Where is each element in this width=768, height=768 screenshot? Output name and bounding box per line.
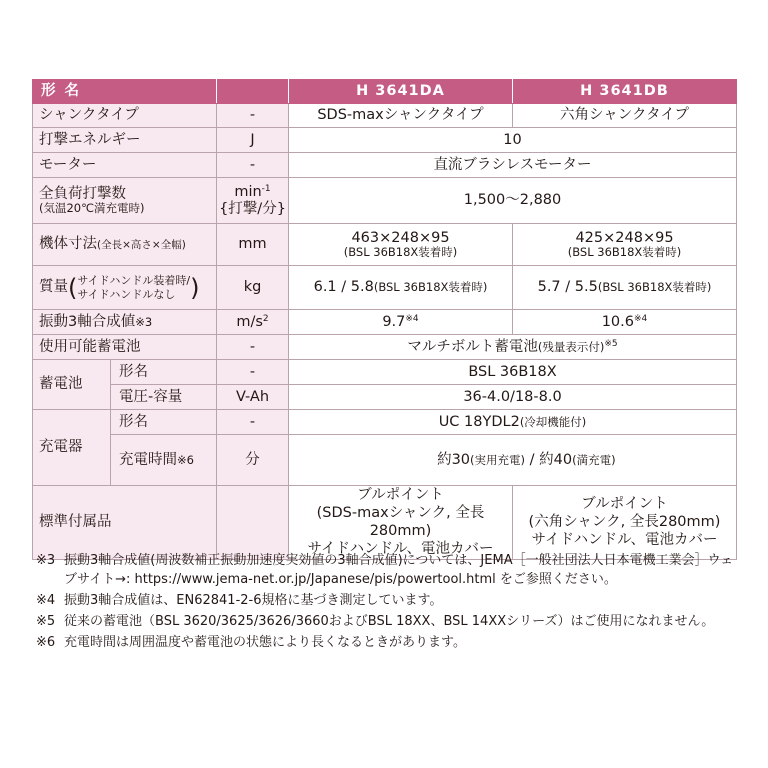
accessories-b-cell bbox=[513, 486, 737, 560]
header-row bbox=[33, 80, 737, 104]
charger-time-row bbox=[33, 435, 737, 486]
battery-usable-note: (残量表示付) bbox=[537, 339, 605, 354]
charger-model-note: (冷却機能付) bbox=[519, 414, 587, 429]
shank-a: SDS-maxシャンクタイプ bbox=[289, 104, 513, 128]
footnote-5-text: 従来の蓄電池（BSL 3620/3625/3626/3660およびBSL 18XX、BSL 14XXシリーズ）はご使用になれません。 bbox=[64, 614, 715, 629]
charger-model-unit: - bbox=[217, 410, 289, 435]
charger-time-unit: 分 bbox=[217, 435, 289, 486]
charger-time-label-cell bbox=[111, 435, 217, 486]
battery-model-row bbox=[33, 360, 737, 385]
size-label: 機体寸法 bbox=[39, 236, 97, 253]
size-label-cell bbox=[33, 224, 217, 266]
impact-row bbox=[33, 178, 737, 224]
energy-unit: J bbox=[217, 128, 289, 153]
impact-unit-sup: -1 bbox=[261, 183, 271, 194]
accessories-a-cell bbox=[289, 486, 513, 560]
mass-note-2: サイドハンドルなし bbox=[77, 287, 176, 301]
mass-unit: kg bbox=[217, 266, 289, 310]
footnote-6-mark: ※6 bbox=[36, 635, 56, 650]
mass-a-cell bbox=[289, 266, 513, 310]
mass-a: 6.1 / 5.8 bbox=[313, 279, 374, 296]
accessories-row bbox=[33, 486, 737, 560]
footnote-6 bbox=[36, 633, 736, 652]
charger-time-ref: ※6 bbox=[177, 452, 194, 467]
shank-unit: - bbox=[217, 104, 289, 128]
vibration-a: 9.7 bbox=[382, 313, 406, 330]
size-unit: mm bbox=[217, 224, 289, 266]
energy-label: 打撃エネルギー bbox=[33, 128, 217, 153]
battery-usable-label: 使用可能蓄電池 bbox=[33, 335, 217, 360]
charger-model-label: 形名 bbox=[111, 410, 217, 435]
spec-table bbox=[32, 79, 737, 560]
size-b-note: (BSL 36B18X装着時) bbox=[567, 245, 682, 260]
mass-b-cell bbox=[513, 266, 737, 310]
accessories-a-2: (SDS-maxシャンク, 全長280mm) bbox=[316, 505, 485, 540]
impact-value: 1,500～2,880 bbox=[289, 178, 737, 224]
vibration-label: 振動3軸合成値 bbox=[39, 313, 136, 330]
accessories-b-3: サイドハンドル、電池カバー bbox=[531, 532, 718, 549]
model-b-header: H 3641DB bbox=[513, 80, 737, 104]
vibration-label-cell bbox=[33, 310, 217, 335]
shank-label: シャンクタイプ bbox=[33, 104, 217, 128]
footnote-4-text: 振動3軸合成値は、EN62841-2-6規格に基づき測定しています。 bbox=[64, 593, 443, 608]
vibration-row bbox=[33, 310, 737, 335]
footnotes bbox=[36, 551, 736, 654]
battery-model-value: BSL 36B18X bbox=[289, 360, 737, 385]
battery-usable-unit: - bbox=[217, 335, 289, 360]
battery-volt-unit: V-Ah bbox=[217, 385, 289, 410]
footnote-4 bbox=[36, 591, 736, 610]
accessories-b-2: (六角シャンク, 全長280mm) bbox=[528, 514, 721, 531]
mass-row bbox=[33, 266, 737, 310]
charger-label: 充電器 bbox=[33, 410, 111, 486]
mass-note-1: サイドハンドル装着時/ bbox=[77, 274, 191, 288]
charger-model-cell bbox=[289, 410, 737, 435]
model-a-header: H 3641DA bbox=[289, 80, 513, 104]
size-row bbox=[33, 224, 737, 266]
vibration-unit-sup: 2 bbox=[262, 313, 269, 324]
battery-model-label: 形名 bbox=[111, 360, 217, 385]
battery-label: 蓄電池 bbox=[33, 360, 111, 410]
charger-time-note-1: (実用充電) bbox=[470, 452, 526, 467]
mass-a-note: (BSL 36B18X装着時) bbox=[373, 280, 488, 295]
battery-usable-value: マルチボルト蓄電池 bbox=[407, 338, 538, 355]
battery-volt-value: 36-4.0/18-8.0 bbox=[289, 385, 737, 410]
energy-value: 10 bbox=[289, 128, 737, 153]
shank-b: 六角シャンクタイプ bbox=[513, 104, 737, 128]
size-b-cell bbox=[513, 224, 737, 266]
charger-time-2: 約40 bbox=[539, 451, 573, 468]
vibration-b: 10.6 bbox=[601, 313, 634, 330]
impact-label-cell bbox=[33, 178, 217, 224]
mass-label-cell: 質量(サイドハンドル装着時/ サイドハンドルなし ) bbox=[33, 266, 217, 310]
footnote-5 bbox=[36, 612, 736, 631]
impact-sublabel: (気温20℃満充電時) bbox=[39, 201, 145, 216]
size-a-cell bbox=[289, 224, 513, 266]
footnote-3-text: 振動3軸合成値(周波数補正振動加速度実効値の3軸合成値)については、JEMA［一般社団法人日本電機工業会］ウェブサイト→: https://www.jema-net.or.jp/Japanese/pis/powertool.html をご参照ください。 bbox=[64, 553, 734, 587]
charger-time-cell bbox=[289, 435, 737, 486]
impact-unit-2: {打撃/分} bbox=[219, 200, 286, 217]
vibration-label-ref: ※3 bbox=[135, 314, 153, 329]
footnote-3 bbox=[36, 551, 736, 589]
vibration-a-cell bbox=[289, 310, 513, 335]
size-b: 425×248×95 bbox=[575, 229, 674, 246]
vibration-unit: m/s bbox=[236, 313, 263, 330]
charger-time-1: 約30 bbox=[437, 451, 471, 468]
battery-volt-label: 電圧-容量 bbox=[111, 385, 217, 410]
size-a: 463×248×95 bbox=[351, 229, 450, 246]
model-name-header: 形 名 bbox=[33, 80, 217, 104]
charger-time-sep: / bbox=[525, 451, 540, 468]
charger-model-value: UC 18YDL2 bbox=[438, 413, 520, 430]
footnote-3-mark: ※3 bbox=[36, 553, 56, 568]
accessories-label: 標準付属品 bbox=[33, 486, 217, 560]
battery-volt-row bbox=[33, 385, 737, 410]
impact-label: 全負荷打撃数 bbox=[39, 185, 126, 202]
impact-unit: min bbox=[234, 183, 262, 200]
mass-b: 5.7 / 5.5 bbox=[537, 279, 598, 296]
accessories-a-3: サイドハンドル、電池カバー bbox=[307, 541, 494, 558]
battery-model-unit: - bbox=[217, 360, 289, 385]
battery-usable-cell bbox=[289, 335, 737, 360]
accessories-a-1: ブルポイント bbox=[357, 487, 444, 504]
footnote-6-text: 充電時間は周囲温度や蓄電池の状態により長くなるときがあります。 bbox=[64, 635, 466, 650]
energy-row bbox=[33, 128, 737, 153]
vibration-b-cell bbox=[513, 310, 737, 335]
vibration-a-ref: ※4 bbox=[405, 313, 419, 324]
charger-model-row bbox=[33, 410, 737, 435]
shank-row bbox=[33, 104, 737, 128]
motor-value: 直流ブラシレスモーター bbox=[289, 153, 737, 178]
motor-unit: - bbox=[217, 153, 289, 178]
accessories-b-1: ブルポイント bbox=[581, 496, 668, 513]
vibration-b-ref: ※4 bbox=[634, 313, 648, 324]
charger-time-label: 充電時間 bbox=[119, 451, 177, 468]
motor-row bbox=[33, 153, 737, 178]
impact-unit-cell bbox=[217, 178, 289, 224]
charger-time-note-2: (満充電) bbox=[572, 452, 616, 467]
mass-label: 質量 bbox=[39, 279, 68, 296]
footnote-5-mark: ※5 bbox=[36, 614, 56, 629]
vibration-unit-cell bbox=[217, 310, 289, 335]
motor-label: モーター bbox=[33, 153, 217, 178]
battery-usable-row bbox=[33, 335, 737, 360]
size-a-note: (BSL 36B18X装着時) bbox=[343, 245, 458, 260]
battery-usable-ref: ※5 bbox=[604, 338, 618, 349]
size-label-note: (全長×高さ×全幅) bbox=[97, 239, 186, 252]
footnote-4-mark: ※4 bbox=[36, 593, 56, 608]
mass-b-note: (BSL 36B18X装着時) bbox=[597, 280, 712, 295]
